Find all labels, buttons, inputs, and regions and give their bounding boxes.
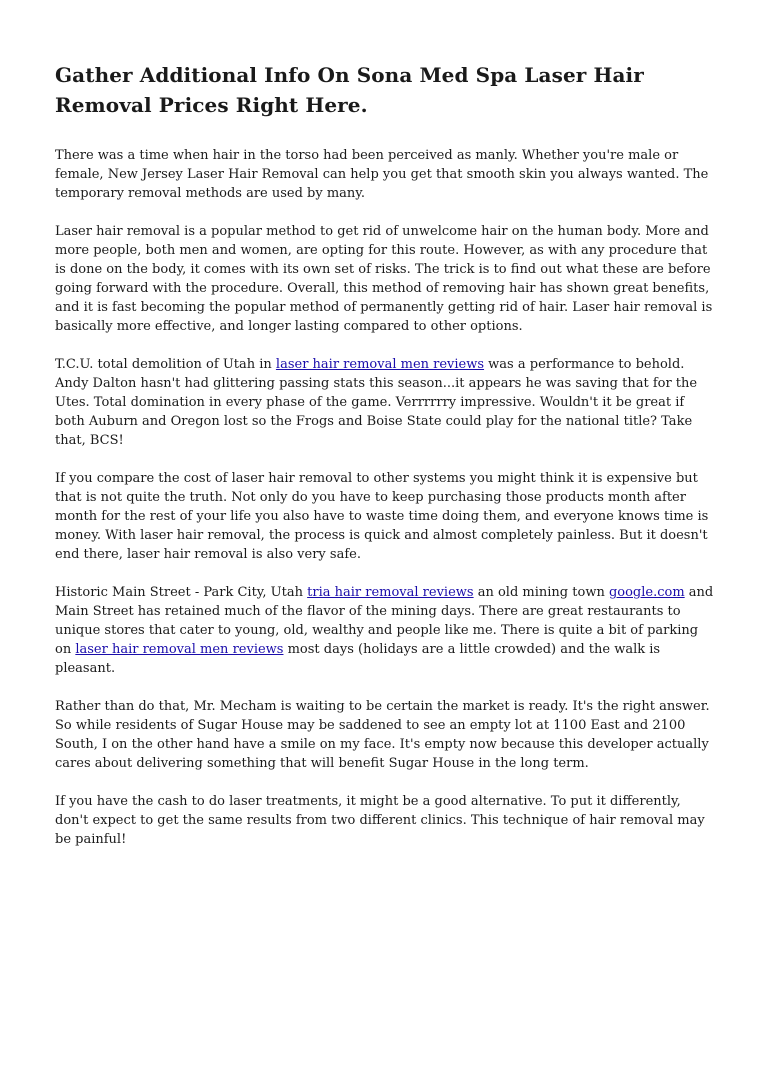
link-tria-hair-removal-reviews[interactable]: tria hair removal reviews [307, 585, 474, 600]
paragraph-2: Laser hair removal is a popular method to get rid of unwelcome hair on the human body. More and more people, both men and women, are opting for this route. However, as with any procedure that is done on the body, it comes with its own set of risks. The trick is to find out what these are before going forward with the procedure. Overall, this method of removing hair has shown great benefits, and it is fast becoming the popular method of permanently getting rid of hair. Laser hair removal is basically more effective, and longer lasting compared to other options. [55, 224, 713, 334]
paragraph-4: If you compare the cost of laser hair removal to other systems you might think it is expensive but that is not quite the truth. Not only do you have to keep purchasing those products month after month for the rest of your life you also have to waste time doing them, and everyone knows time is money. With laser hair removal, the process is quick and almost completely painless. But it doesn't end there, laser hair removal is also very safe. [55, 471, 709, 562]
link-google[interactable]: google.com [608, 585, 685, 600]
paragraph-5-text-part3: and Main Street has retained much of the flavor of the mining days. There are great restaurants to unique stores that cater to young, old, wealthy and people like me. There is quite a bit of parking on [55, 585, 714, 657]
paragraph-6: Rather than do that, Mr. Mecham is waiting to be certain the market is ready. It's the right answer. So while residents of Sugar House may be saddened to see an empty lot at 1100 East and 2100 South, I on the other hand have a smile on my face. It's empty now because this developer actually cares about delivering something that will benefit Sugar House in the long term. [55, 699, 710, 771]
paragraph-3-text-after: was a performance to behold. Andy Dalton hasn't had glittering passing stats this season...it appears he was saving that for the Utes. Total domination in every phase of the game. Verrrrrry impressive. Wouldn't it be great if both Auburn and Oregon lost so the Frogs and Boise State could play for the national title? Take that, BCS! [55, 357, 698, 448]
document-page [55, 60, 715, 868]
paragraph-5-text-part2: an old mining town [473, 585, 609, 600]
paragraph-5 [55, 583, 715, 678]
paragraph-5-text-part1: Historic Main Street - Park City, Utah [55, 585, 308, 600]
page-title: Gather Additional Info On Sona Med Spa Laser Hair Removal Prices Right Here. [55, 63, 644, 117]
paragraph-5-text-part4: most days (holidays are a little crowded) and the walk is pleasant. [55, 642, 661, 676]
paragraph-7: If you have the cash to do laser treatments, it might be a good alternative. To put it differently, don't expect to get the same results from two different clinics. This technique of hair removal may be painful! [55, 794, 705, 847]
paragraph-3 [55, 355, 715, 450]
paragraph-3-text-before: T.C.U. total demolition of Utah in [55, 357, 276, 372]
link-laser-hair-removal-men-reviews-1[interactable]: laser hair removal men reviews [275, 357, 485, 372]
paragraph-1: There was a time when hair in the torso had been perceived as manly. Whether you're male or female, New Jersey Laser Hair Removal can help you get that smooth skin you always wanted. The temporary removal methods are used by many. [55, 148, 709, 201]
link-laser-hair-removal-men-reviews-2[interactable]: laser hair removal men reviews [75, 642, 284, 657]
